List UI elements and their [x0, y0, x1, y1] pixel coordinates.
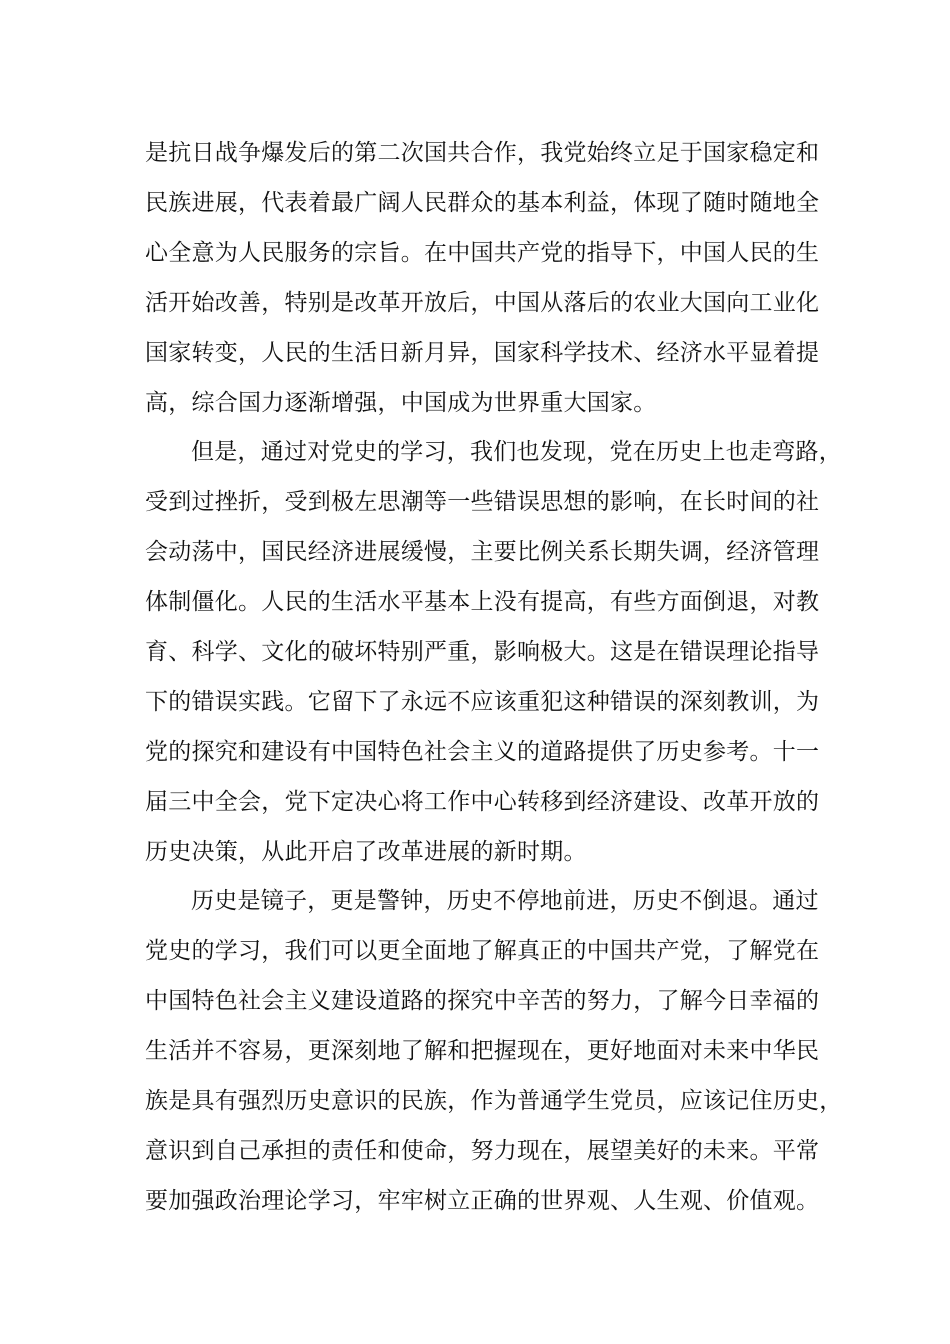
- text-line: 中国特色社会主义建设道路的探究中辛苦的努力，了解今日幸福的: [145, 988, 820, 1014]
- text-line: 会动荡中，国民经济进展缓慢，主要比例关系长期失调，经济管理: [145, 539, 820, 565]
- text-line: 历史是镜子，更是警钟，历史不停地前进，历史不倒退。通过: [191, 888, 819, 914]
- text-line: 活开始改善，特别是改革开放后，中国从落后的农业大国向工业化: [145, 290, 820, 316]
- text-line: 意识到自己承担的责任和使命，努力现在，展望美好的未来。平常: [145, 1138, 820, 1164]
- text-line: 是抗日战争爆发后的第二次国共合作，我党始终立足于国家稳定和: [145, 140, 820, 166]
- text-line: 党史的学习，我们可以更全面地了解真正的中国共产党，了解党在: [145, 938, 820, 964]
- text-line: 届三中全会，党下定决心将工作中心转移到经济建设、改革开放的: [145, 789, 820, 815]
- text-line: 体制僵化。人民的生活水平基本上没有提高，有些方面倒退，对教: [145, 589, 820, 615]
- text-line: 民族进展，代表着最广阔人民群众的基本利益，体现了随时随地全: [145, 190, 820, 216]
- text-line: 高，综合国力逐渐增强，中国成为世界重大国家。: [145, 390, 657, 416]
- text-line: 族是具有强烈历史意识的民族，作为普通学生党员，应该记住历史，: [145, 1088, 843, 1114]
- text-line: 受到过挫折，受到极左思潮等一些错误思想的影响，在长时间的社: [145, 489, 820, 515]
- text-line: 育、科学、文化的破坏特别严重，影响极大。这是在错误理论指导: [145, 639, 820, 665]
- text-line: 下的错误实践。它留下了永远不应该重犯这种错误的深刻教训，为: [145, 689, 820, 715]
- text-line: 要加强政治理论学习，牢牢树立正确的世界观、人生观、价值观。: [145, 1188, 820, 1214]
- text-line: 心全意为人民服务的宗旨。在中国共产党的指导下，中国人民的生: [145, 240, 820, 266]
- text-line: 国家转变，人民的生活日新月异，国家科学技术、经济水平显着提: [145, 340, 820, 366]
- text-line: 但是，通过对党史的学习，我们也发现，党在历史上也走弯路，: [191, 439, 842, 465]
- text-line: 党的探究和建设有中国特色社会主义的道路提供了历史参考。十一: [145, 739, 820, 765]
- text-line: 生活并不容易，更深刻地了解和把握现在，更好地面对未来中华民: [145, 1038, 820, 1064]
- text-line: 历史决策，从此开启了改革进展的新时期。: [145, 839, 587, 865]
